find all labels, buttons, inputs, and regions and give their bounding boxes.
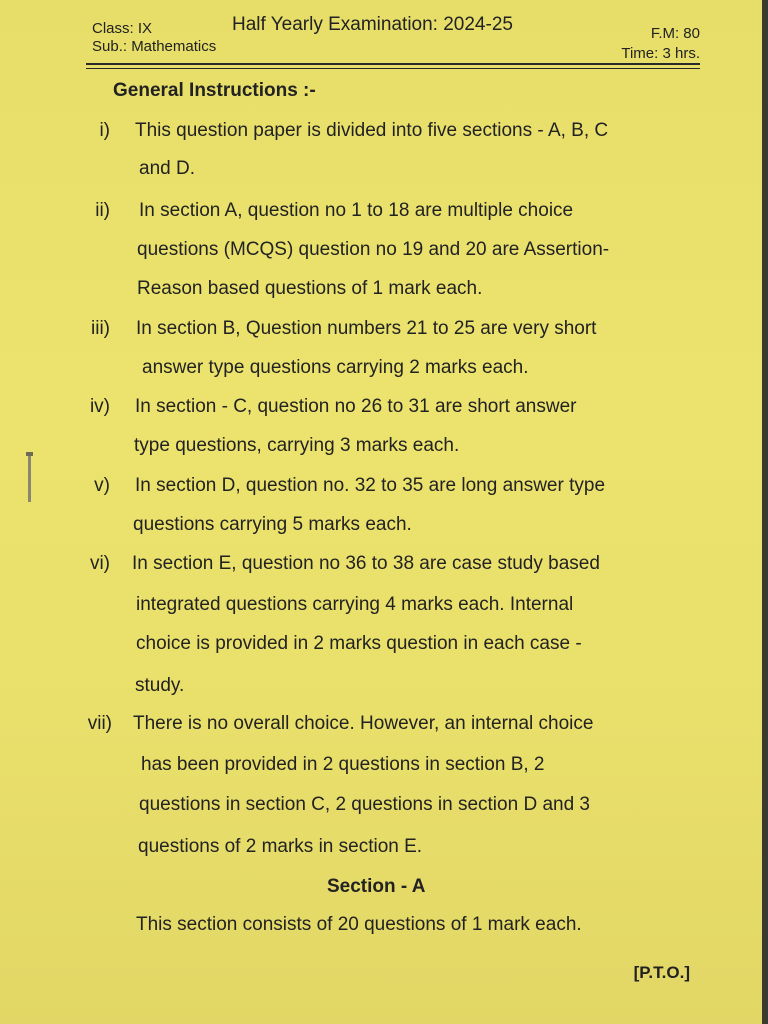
instruction-line: integrated questions carrying 4 marks each. Internal [136, 594, 574, 615]
header-right [621, 24, 700, 64]
section-a-description: This section consists of 20 questions of 1 mark each. [136, 914, 582, 935]
instruction-line: answer type questions carrying 2 marks each. [142, 357, 529, 378]
general-instructions-title: General Instructions :- [113, 80, 316, 101]
binding-mark [28, 452, 31, 502]
class-label: Class: IX [92, 20, 153, 37]
instruction-line: In section B, Question numbers 21 to 25 are very short [136, 318, 597, 339]
instruction-number: i) [99, 120, 110, 141]
instruction-line: In section E, question no 36 to 38 are case study based [132, 553, 600, 574]
instruction-line: has been provided in 2 questions in section B, 2 [141, 754, 545, 775]
instruction-number: vi) [89, 553, 110, 574]
instruction-number: iv) [89, 396, 110, 417]
instruction-line: study. [135, 675, 185, 696]
instruction-line: Reason based questions of 1 mark each. [137, 278, 483, 299]
full-marks: F.M: 80 [650, 25, 700, 42]
instruction-line: In section D, question no. 32 to 35 are long answer type [135, 475, 606, 496]
instruction-line: questions of 2 marks in section E. [138, 836, 423, 857]
instruction-number: ii) [95, 200, 110, 221]
header-left [92, 20, 216, 56]
pto-label: [P.T.O.] [633, 963, 690, 982]
instruction-number: vii) [87, 713, 112, 734]
instruction-number: iii) [91, 318, 110, 339]
instruction-line: There is no overall choice. However, an internal choice [133, 713, 594, 734]
header-rule-thin [86, 68, 700, 69]
instruction-line: In section - C, question no 26 to 31 are short answer [135, 396, 577, 417]
section-a-title: Section - A [327, 876, 426, 897]
binding-dot [26, 452, 33, 456]
instruction-line: This question paper is divided into five sections - A, B, C [135, 120, 609, 141]
subject-label: Sub.: Mathematics [92, 38, 217, 55]
instruction-line: questions (MCQS) question no 19 and 20 are Assertion- [137, 239, 610, 260]
instruction-line: and D. [139, 158, 195, 179]
instruction-line: In section A, question no 1 to 18 are multiple choice [139, 200, 574, 221]
page-edge-shadow [762, 0, 768, 1024]
exam-title: Half Yearly Examination: 2024-25 [232, 14, 513, 35]
instruction-line: choice is provided in 2 marks question in each case - [136, 633, 582, 654]
header-rule-thick [86, 63, 700, 65]
instruction-line: type questions, carrying 3 marks each. [134, 435, 460, 456]
instruction-number: v) [94, 475, 110, 496]
time-allowed: Time: 3 hrs. [621, 45, 700, 62]
instruction-line: questions carrying 5 marks each. [133, 514, 412, 535]
instruction-line: questions in section C, 2 questions in section D and 3 [139, 794, 590, 815]
